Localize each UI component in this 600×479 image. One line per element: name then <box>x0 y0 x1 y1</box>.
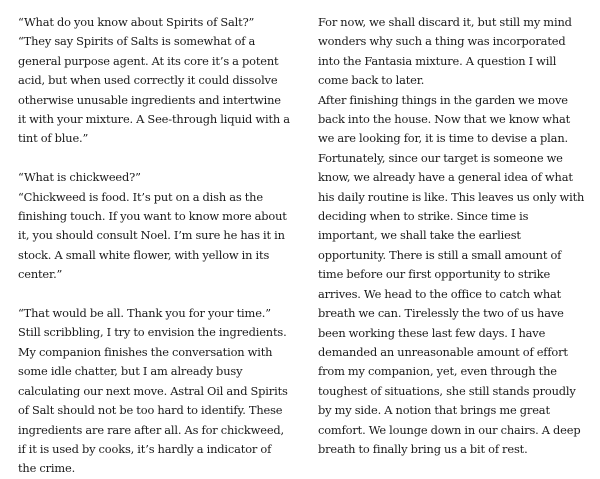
narrative-paragraph: After finishing things in the garden we move back into the house. Now that we know what we are looking for, it is time to devise a plan. Fortunately, since our target is someone we know, we already have a general idea of what his daily routine is like. This leaves us only with deciding when to strike. Since time is important, we shall take the earliest opportunity. There is still a small amount of time before our first opportunity to strike arrives. We head to the office to catch what breath we can. Tirelessly the two of us have been working these last few days. I have demanded an unreasonable amount of effort from my companion, yet, even through the toughest of situations, she still stands proudly by my side. A notion that brings me great comfort. We lounge down in our chairs. A deep breath to finally bring us a bit of rest. <box>318 92 585 456</box>
dialogue-answer-chickweed: “Chickweed is food. It’s put on a dish as the finishing touch. If you want to know more about it, you should consult Noel. I’m sure he has it in stock. A small white flower, with yellow in its center.” <box>18 189 287 282</box>
dialogue-question-spirits-of-salt: “What do you know about Spirits of Salt?” <box>18 15 255 29</box>
narrative-paragraph: “That would be all. Thank you for your time.” Still scribbling, I try to envision the ingredients. My companion finishes the conversation with some idle chatter, but I am already busy calculating our next move. Astral Oil and Spirits of Salt should not be too hard to identify. These ingredients are rare after all. As for chickweed, if it is used by cooks, it’s hardly a indicator of the crime. <box>18 306 288 476</box>
right-text-column <box>318 13 588 459</box>
left-text-column <box>18 13 290 479</box>
narrative-paragraph: For now, we shall discard it, but still my mind wonders why such a thing was incorporated into the Fantasia mixture. A question I will come back to later. <box>318 15 572 88</box>
dialogue-answer-spirits-of-salt: “They say Spirits of Salts is somewhat of a general purpose agent. At its core it’s a potent acid, but when used correctly it could dissolve otherwise unusable ingredients and intertwine it with your mixture. A See-through liquid with a tint of blue.” <box>18 34 290 146</box>
dialogue-question-chickweed: “What is chickweed?” <box>18 170 141 185</box>
